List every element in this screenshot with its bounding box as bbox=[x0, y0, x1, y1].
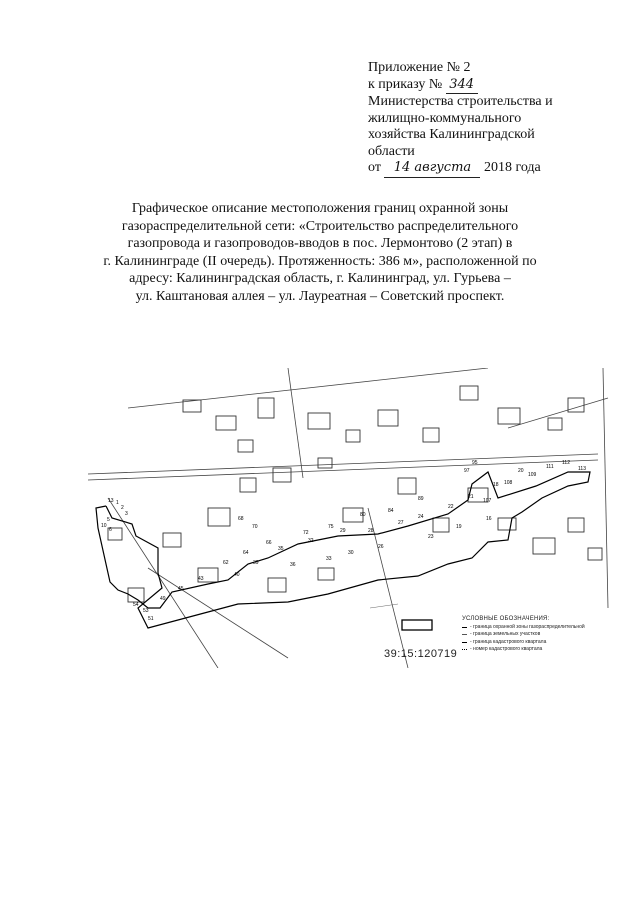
svg-text:51: 51 bbox=[148, 616, 154, 622]
gas-pipeline-protection-zone bbox=[96, 472, 590, 628]
ministry-line-2: жилищно-коммунального bbox=[368, 110, 522, 126]
svg-text:109: 109 bbox=[528, 472, 537, 478]
svg-text:2: 2 bbox=[121, 505, 124, 511]
svg-text:95: 95 bbox=[472, 460, 478, 466]
title-line-3: газопровода и газопроводов-вводов в пос. Лермонтово (2 этап) в bbox=[127, 236, 513, 251]
svg-text:1: 1 bbox=[116, 500, 119, 506]
svg-text:66: 66 bbox=[266, 540, 272, 546]
svg-text:18: 18 bbox=[493, 482, 499, 488]
date-prefix: от bbox=[368, 160, 381, 175]
title-line-2: газораспределительной сети: «Строительство распределительного bbox=[121, 218, 519, 234]
svg-text:49: 49 bbox=[160, 596, 166, 602]
svg-text:107: 107 bbox=[483, 498, 492, 504]
map-hint-line bbox=[370, 604, 398, 608]
cadastral-number: 39:15:120719 bbox=[384, 648, 458, 660]
legend-item-block-boundary bbox=[462, 639, 638, 647]
legend-label-zone: - граница охранной зоны газораспределительной bbox=[470, 623, 585, 630]
order-number-handwritten: 344 bbox=[446, 77, 478, 95]
svg-text:111: 111 bbox=[546, 464, 554, 470]
svg-text:64: 64 bbox=[243, 550, 249, 556]
ministry-line-3: хозяйства Калининградской bbox=[368, 127, 535, 142]
svg-text:108: 108 bbox=[504, 480, 513, 486]
svg-text:20: 20 bbox=[518, 468, 524, 474]
svg-text:35: 35 bbox=[278, 546, 284, 552]
svg-text:29: 29 bbox=[340, 528, 346, 534]
title-line-6: ул. Каштановая аллея – ул. Лауреатная – Советский проспект. bbox=[135, 288, 505, 304]
legend-label-number: - номер кадастрового квартала bbox=[470, 646, 543, 652]
svg-text:54: 54 bbox=[133, 602, 139, 608]
order-number-line bbox=[368, 77, 628, 95]
svg-text:53: 53 bbox=[143, 608, 149, 614]
legend-heading: УСЛОВНЫЕ ОБОЗНАЧЕНИЯ: bbox=[462, 616, 550, 622]
order-date-line bbox=[368, 160, 628, 178]
svg-text:80: 80 bbox=[360, 512, 366, 518]
svg-text:72: 72 bbox=[303, 530, 309, 536]
title-line-1: Графическое описание местоположения границ охранной зоны bbox=[131, 201, 509, 216]
legend-item-block-number bbox=[462, 646, 638, 654]
legend-swatch-block bbox=[462, 642, 467, 643]
legend-label-parcels: - граница земельных участков bbox=[470, 631, 541, 637]
svg-text:45: 45 bbox=[178, 586, 184, 592]
svg-text:3: 3 bbox=[125, 511, 128, 517]
appendix-label: Приложение № 2 bbox=[368, 60, 471, 75]
legend-swatch-parcels bbox=[462, 634, 467, 635]
cadastral-block-marker bbox=[402, 620, 432, 630]
ministry-line-1: Министерства строительства и bbox=[368, 94, 553, 109]
order-header bbox=[368, 60, 628, 178]
title-line-5: адресу: Калининградская область, г. Калининград, ул. Гурьева – bbox=[129, 271, 511, 286]
svg-text:16: 16 bbox=[486, 516, 492, 522]
svg-text:39: 39 bbox=[253, 560, 259, 566]
svg-text:5: 5 bbox=[107, 517, 110, 523]
svg-text:26: 26 bbox=[378, 544, 384, 550]
svg-text:30: 30 bbox=[348, 550, 354, 556]
title-line-4: г. Калининграде (II очередь). Протяженность: 386 м», расположенной по bbox=[103, 253, 537, 269]
svg-text:13: 13 bbox=[108, 498, 114, 504]
legend-label-block: - граница кадастрового квартала bbox=[470, 638, 547, 645]
ministry-line-4: области bbox=[368, 143, 415, 159]
svg-text:89: 89 bbox=[418, 496, 424, 502]
svg-text:24: 24 bbox=[418, 514, 424, 520]
order-prefix: к приказу № bbox=[368, 76, 443, 92]
legend-swatch-zone bbox=[462, 627, 467, 628]
document-title bbox=[80, 200, 560, 305]
svg-text:33: 33 bbox=[326, 556, 332, 562]
legend-item-parcels bbox=[462, 631, 638, 639]
legend-item-zone bbox=[462, 624, 638, 632]
svg-text:68: 68 bbox=[238, 516, 244, 522]
boundary-point-labels bbox=[101, 460, 586, 622]
svg-text:43: 43 bbox=[198, 576, 204, 582]
map-buildings bbox=[108, 386, 602, 602]
svg-text:21: 21 bbox=[468, 494, 474, 500]
svg-text:36: 36 bbox=[290, 562, 296, 568]
svg-text:6: 6 bbox=[109, 527, 112, 533]
svg-text:113: 113 bbox=[578, 466, 586, 472]
date-handwritten: 14 августа bbox=[384, 160, 480, 178]
map-legend bbox=[462, 616, 638, 654]
svg-text:28: 28 bbox=[368, 528, 374, 534]
svg-text:97: 97 bbox=[464, 468, 470, 474]
svg-text:32: 32 bbox=[308, 538, 314, 544]
svg-text:10: 10 bbox=[101, 523, 107, 529]
svg-text:22: 22 bbox=[448, 504, 454, 510]
svg-text:112: 112 bbox=[562, 460, 570, 466]
svg-text:40: 40 bbox=[234, 572, 240, 578]
legend-swatch-number bbox=[462, 649, 467, 650]
svg-text:70: 70 bbox=[252, 524, 258, 530]
date-year: 2018 года bbox=[483, 160, 541, 175]
svg-text:19: 19 bbox=[456, 524, 462, 530]
svg-text:23: 23 bbox=[428, 534, 434, 540]
svg-text:75: 75 bbox=[328, 524, 334, 530]
svg-text:84: 84 bbox=[388, 508, 394, 514]
svg-text:62: 62 bbox=[223, 560, 229, 566]
svg-text:27: 27 bbox=[398, 520, 404, 526]
